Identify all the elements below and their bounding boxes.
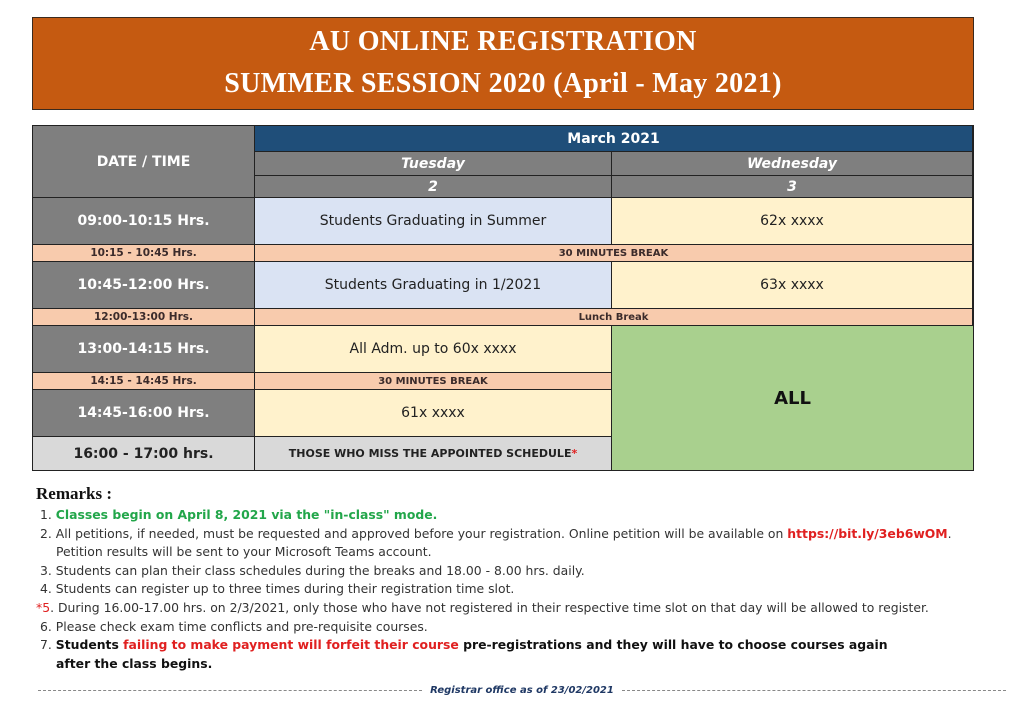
slot-tuesday-1300: All Adm. up to 60x xxxx — [255, 326, 612, 373]
slot-wednesday-0900: 62x xxxx — [612, 198, 973, 245]
title-line-1: AU ONLINE REGISTRATION — [309, 25, 697, 57]
time-slot-1045: 10:45-12:00 Hrs. — [33, 262, 255, 309]
lunch-break: Lunch Break — [255, 309, 973, 326]
date-header-wednesday: 3 — [612, 176, 973, 198]
schedule-table — [32, 125, 974, 471]
break-1015: 30 MINUTES BREAK — [255, 245, 973, 262]
time-slot-1600: 16:00 - 17:00 hrs. — [33, 437, 255, 470]
remark-5: *5. During 16.00-17.00 hrs. on 2/3/2021, only those who have not registered in their respective time slot on that day will be allowed to register. — [36, 599, 929, 615]
title-line-2: SUMMER SESSION 2020 (April - May 2021) — [224, 67, 782, 99]
date-time-header: DATE / TIME — [33, 126, 255, 198]
slot-wednesday-1045: 63x xxxx — [612, 262, 973, 309]
slot-wednesday-afternoon-all: ALL — [612, 326, 973, 470]
time-slot-0900: 09:00-10:15 Hrs. — [33, 198, 255, 245]
time-slot-1015: 10:15 - 10:45 Hrs. — [33, 245, 255, 262]
footer-divider-left — [38, 690, 422, 691]
time-slot-1200: 12:00-13:00 Hrs. — [33, 309, 255, 326]
slot-tuesday-0900: Students Graduating in Summer — [255, 198, 612, 245]
remark-7: 7. Students failing to make payment will forfeit their course pre-registrations and they will have to choose courses again — [40, 637, 888, 653]
time-slot-1415: 14:15 - 14:45 Hrs. — [33, 373, 255, 390]
day-header-wednesday: Wednesday — [612, 152, 973, 176]
date-header-tuesday: 2 — [255, 176, 612, 198]
remark-3: 3. Students can plan their class schedules during the breaks and 18.00 - 8.00 hrs. daily. — [40, 562, 585, 578]
title-banner — [32, 17, 974, 110]
slot-tuesday-1600 — [255, 437, 612, 470]
remark-2: 2. All petitions, if needed, must be requested and approved before your registration. Online petition will be available on https://bit.ly/3eb6wOM. — [40, 525, 952, 541]
missed-schedule-label: THOSE WHO MISS THE APPOINTED SCHEDULE — [288, 447, 572, 460]
asterisk-marker: * — [571, 447, 578, 460]
break-1415: 30 MINUTES BREAK — [255, 373, 612, 390]
slot-tuesday-1045: Students Graduating in 1/2021 — [255, 262, 612, 309]
remark-1: 1. Classes begin on April 8, 2021 via the "in-class" mode. — [40, 507, 438, 522]
footer — [38, 683, 1006, 697]
remark-7-continuation: after the class begins. — [56, 655, 213, 671]
footer-text: Registrar office as of 23/02/2021 — [430, 684, 614, 696]
month-header: March 2021 — [255, 126, 973, 152]
time-slot-1300: 13:00-14:15 Hrs. — [33, 326, 255, 373]
day-header-tuesday: Tuesday — [255, 152, 612, 176]
remark-5-marker: *5 — [36, 599, 51, 615]
remark-4: 4. Students can register up to three times during their registration time slot. — [40, 581, 515, 597]
footer-divider-right — [622, 690, 1006, 691]
remarks-section — [36, 484, 1016, 673]
slot-tuesday-1445: 61x xxxx — [255, 390, 612, 437]
remark-2-continuation: Petition results will be sent to your Microsoft Teams account. — [56, 544, 432, 560]
remark-6: 6. Please check exam time conflicts and pre-requisite courses. — [40, 618, 428, 634]
petition-link[interactable]: https://bit.ly/3eb6wOM — [787, 525, 948, 541]
time-slot-1445: 14:45-16:00 Hrs. — [33, 390, 255, 437]
remarks-title: Remarks : — [36, 484, 113, 503]
